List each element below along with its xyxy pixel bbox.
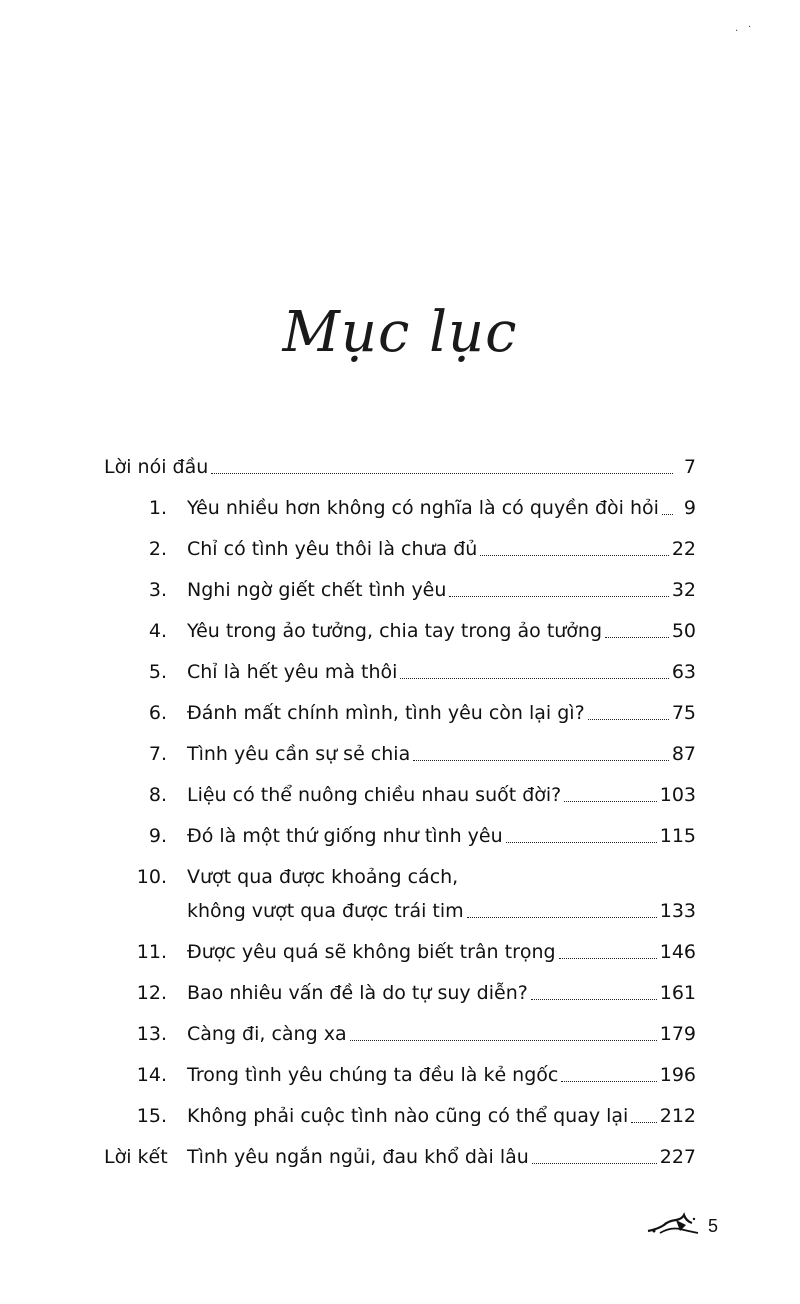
toc-entry bbox=[104, 783, 696, 807]
toc-entry bbox=[104, 496, 696, 520]
dot-leader bbox=[506, 842, 657, 843]
toc-entry-page: 22 bbox=[671, 538, 696, 560]
toc-entry-title: Tình yêu cần sự sẻ chia bbox=[187, 743, 411, 765]
toc-entry-page: 146 bbox=[659, 941, 696, 963]
toc-entry-title: Đánh mất chính mình, tình yêu còn lại gì? bbox=[187, 702, 585, 724]
toc-entry-number: 12. bbox=[136, 982, 167, 1004]
toc-entry-title: Càng đi, càng xa bbox=[187, 1023, 347, 1045]
page-number: 5 bbox=[707, 1215, 718, 1236]
toc-entry-page: 75 bbox=[671, 702, 696, 724]
toc-entry-page: 133 bbox=[659, 900, 696, 922]
toc-entry-epilogue bbox=[104, 1145, 696, 1169]
dot-leader bbox=[531, 999, 657, 1000]
dot-leader bbox=[449, 596, 668, 597]
toc-entry-title: Được yêu quá sẽ không biết trân trọng bbox=[187, 941, 556, 963]
toc-entry bbox=[104, 824, 696, 848]
toc-entry-preface bbox=[104, 455, 696, 479]
toc-entry-page: 196 bbox=[659, 1064, 696, 1086]
toc-entry-title: Đó là một thứ giống như tình yêu bbox=[187, 825, 503, 847]
toc-entry-title: Bao nhiêu vấn đề là do tự suy diễn? bbox=[187, 982, 528, 1004]
scan-speck: · bbox=[735, 26, 739, 37]
scan-speck: · bbox=[748, 22, 752, 33]
toc-entry-page: 227 bbox=[659, 1146, 696, 1168]
toc-entry-number: 6. bbox=[148, 702, 167, 724]
dot-leader bbox=[350, 1040, 657, 1041]
toc-entry-title: Lời nói đầu bbox=[104, 456, 209, 478]
dot-leader bbox=[532, 1163, 657, 1164]
toc-entry-title-line1: Vượt qua được khoảng cách, bbox=[187, 866, 459, 888]
toc-entry-number: 3. bbox=[148, 579, 167, 601]
toc-entry-page: 87 bbox=[671, 743, 696, 765]
page-footer bbox=[646, 1211, 718, 1241]
toc-entry-number: 2. bbox=[148, 538, 167, 560]
toc-entry bbox=[104, 1063, 696, 1087]
dot-leader bbox=[467, 917, 657, 918]
toc-entry-title: Yêu trong ảo tưởng, chia tay trong ảo tưởng bbox=[187, 620, 603, 642]
dot-leader bbox=[480, 555, 668, 556]
toc-entry-title: Nghi ngờ giết chết tình yêu bbox=[187, 579, 447, 601]
toc-entry-page: 63 bbox=[671, 661, 696, 683]
toc-entry-page: 115 bbox=[659, 825, 696, 847]
dot-leader bbox=[561, 1081, 656, 1082]
page-title: Mục lục bbox=[282, 300, 518, 365]
toc-entry-title: Tình yêu ngắn ngủi, đau khổ dài lâu bbox=[187, 1146, 529, 1168]
toc-entry bbox=[104, 660, 696, 684]
toc-entry-title: Yêu nhiều hơn không có nghĩa là có quyền đòi hỏi bbox=[187, 497, 659, 519]
toc-entry-page: 161 bbox=[659, 982, 696, 1004]
toc-entry-number: 4. bbox=[148, 620, 167, 642]
toc-entry-number: 9. bbox=[148, 825, 167, 847]
toc-entry-page: 50 bbox=[671, 620, 696, 642]
toc-entry-number: 10. bbox=[136, 866, 167, 888]
dot-leader bbox=[631, 1122, 656, 1123]
toc-entry bbox=[104, 865, 696, 923]
toc-entry bbox=[104, 701, 696, 725]
toc-entry-page: 212 bbox=[659, 1105, 696, 1127]
toc-entry-number: 14. bbox=[136, 1064, 167, 1086]
dot-leader bbox=[662, 514, 673, 515]
toc-entry-title: Chỉ có tình yêu thôi là chưa đủ bbox=[187, 538, 478, 560]
toc-entry bbox=[104, 742, 696, 766]
toc-entry-title: Không phải cuộc tình nào cũng có thể quay lại bbox=[187, 1105, 629, 1127]
toc-entry bbox=[104, 1022, 696, 1046]
toc-entry-label: Lời kết bbox=[104, 1146, 168, 1168]
dot-leader bbox=[559, 958, 657, 959]
toc-entry bbox=[104, 940, 696, 964]
toc-entry-number: 8. bbox=[148, 784, 167, 806]
toc-entry-number: 15. bbox=[136, 1105, 167, 1127]
dot-leader bbox=[564, 801, 656, 802]
dot-leader bbox=[211, 473, 673, 474]
toc-entry-number: 13. bbox=[136, 1023, 167, 1045]
toc-entry-title: Trong tình yêu chúng ta đều là kẻ ngốc bbox=[187, 1064, 559, 1086]
toc-entry-number: 5. bbox=[148, 661, 167, 683]
dot-leader bbox=[400, 678, 668, 679]
toc-entry bbox=[104, 1104, 696, 1128]
dot-leader bbox=[605, 637, 669, 638]
toc-entry bbox=[104, 537, 696, 561]
toc-entry-page: 9 bbox=[683, 497, 696, 519]
dot-leader bbox=[413, 760, 669, 761]
toc-entry bbox=[104, 619, 696, 643]
toc-entry-title: Liệu có thể nuông chiều nhau suốt đời? bbox=[187, 784, 562, 806]
dot-leader bbox=[588, 719, 669, 720]
toc-entry-page: 32 bbox=[671, 579, 696, 601]
table-of-contents bbox=[104, 455, 696, 1186]
toc-entry-title-line2: không vượt qua được trái tim bbox=[187, 900, 464, 922]
toc-entry-page: 7 bbox=[683, 456, 696, 478]
toc-entry bbox=[104, 981, 696, 1005]
toc-entry-number: 7. bbox=[148, 743, 167, 765]
toc-entry-title: Chỉ là hết yêu mà thôi bbox=[187, 661, 398, 683]
toc-entry-number: 1. bbox=[148, 497, 167, 519]
toc-entry-page: 103 bbox=[659, 784, 696, 806]
ornament-icon bbox=[646, 1211, 704, 1241]
toc-entry bbox=[104, 578, 696, 602]
toc-entry-page: 179 bbox=[659, 1023, 696, 1045]
toc-entry-number: 11. bbox=[136, 941, 167, 963]
